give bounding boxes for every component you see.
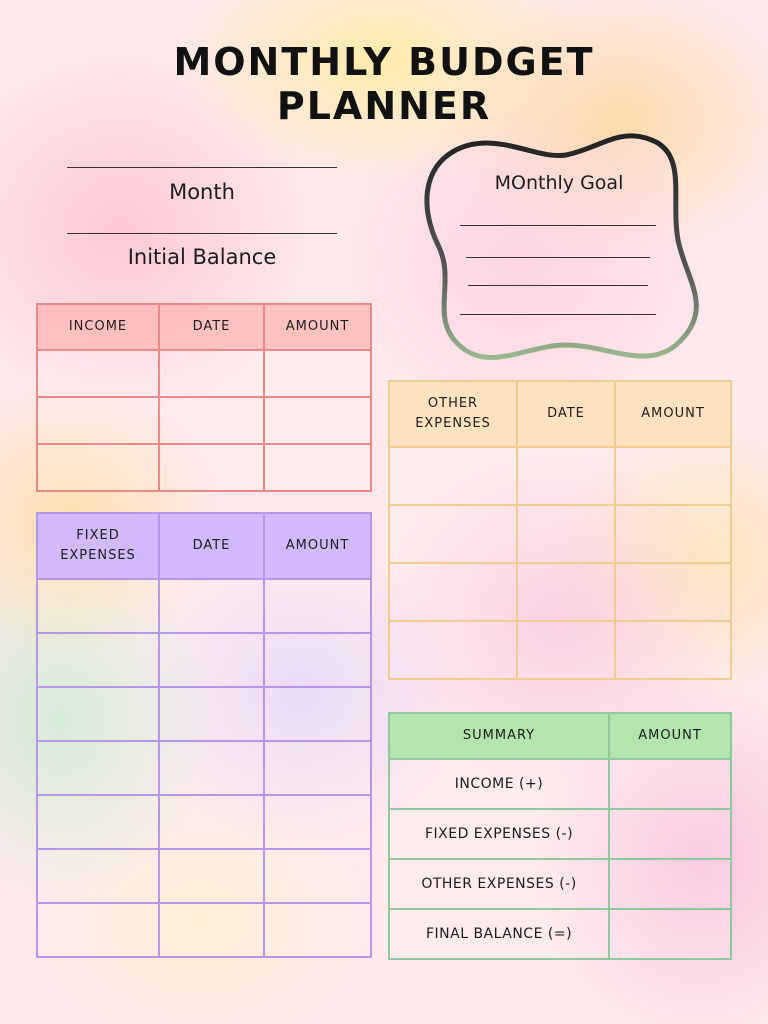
page-title (0, 40, 768, 128)
expense-cell[interactable] (389, 447, 517, 505)
date-cell[interactable] (159, 633, 264, 687)
date-cell[interactable] (159, 903, 264, 957)
summary-table (388, 712, 732, 960)
expense-cell[interactable] (389, 621, 517, 679)
monthly-goal-box (416, 130, 706, 370)
expense-cell[interactable] (37, 903, 159, 957)
other-header-line-2: EXPENSES (415, 416, 491, 431)
table-row (37, 741, 371, 795)
title-line-1: MONTHLY BUDGET (173, 40, 595, 84)
date-cell[interactable] (159, 350, 264, 397)
table-row (389, 505, 731, 563)
table-row (389, 859, 731, 909)
amount-cell[interactable] (264, 350, 371, 397)
goal-blob-shape (416, 130, 706, 370)
table-row (37, 397, 371, 444)
table-row (389, 563, 731, 621)
month-line[interactable] (67, 167, 337, 168)
expense-cell[interactable] (37, 687, 159, 741)
summary-final-label: FINAL BALANCE (=) (389, 909, 609, 959)
goal-line-2[interactable] (466, 257, 650, 258)
expense-cell[interactable] (37, 795, 159, 849)
fixed-date-header: DATE (159, 513, 264, 579)
fixed-header-line-1: FIXED (76, 528, 120, 543)
date-cell[interactable] (517, 563, 615, 621)
amount-cell[interactable] (609, 909, 731, 959)
amount-cell[interactable] (615, 621, 731, 679)
other-header-line-1: OTHER (427, 396, 479, 411)
table-row (37, 579, 371, 633)
table-row (37, 444, 371, 491)
amount-cell[interactable] (264, 633, 371, 687)
date-cell[interactable] (159, 579, 264, 633)
summary-header: SUMMARY (389, 713, 609, 759)
table-row (37, 795, 371, 849)
amount-cell[interactable] (609, 759, 731, 809)
fixed-expenses-table (36, 512, 372, 958)
date-cell[interactable] (159, 795, 264, 849)
table-row (389, 621, 731, 679)
date-cell[interactable] (159, 444, 264, 491)
date-cell[interactable] (517, 447, 615, 505)
date-cell[interactable] (159, 849, 264, 903)
date-cell[interactable] (159, 397, 264, 444)
income-table (36, 303, 372, 492)
date-cell[interactable] (517, 621, 615, 679)
date-cell[interactable] (159, 741, 264, 795)
table-row (37, 849, 371, 903)
goal-line-3[interactable] (468, 285, 648, 286)
summary-amount-header: AMOUNT (609, 713, 731, 759)
other-expenses-header (389, 381, 517, 447)
income-cell[interactable] (37, 350, 159, 397)
table-row (37, 903, 371, 957)
amount-cell[interactable] (264, 741, 371, 795)
expense-cell[interactable] (389, 505, 517, 563)
date-cell[interactable] (159, 687, 264, 741)
amount-cell[interactable] (264, 795, 371, 849)
expense-cell[interactable] (389, 563, 517, 621)
initial-balance-label: Initial Balance (127, 245, 277, 269)
income-cell[interactable] (37, 444, 159, 491)
month-label: Month (169, 180, 235, 204)
table-row (37, 633, 371, 687)
other-expenses-table (388, 380, 732, 680)
other-date-header: DATE (517, 381, 615, 447)
table-row (37, 350, 371, 397)
fixed-expenses-header (37, 513, 159, 579)
expense-cell[interactable] (37, 849, 159, 903)
amount-cell[interactable] (264, 849, 371, 903)
expense-cell[interactable] (37, 633, 159, 687)
table-row (389, 447, 731, 505)
amount-cell[interactable] (264, 444, 371, 491)
summary-fixed-label: FIXED EXPENSES (-) (389, 809, 609, 859)
title-line-2: PLANNER (276, 84, 492, 128)
amount-cell[interactable] (609, 809, 731, 859)
monthly-goal-label: MOnthly Goal (494, 172, 624, 194)
table-row (37, 687, 371, 741)
amount-cell[interactable] (264, 687, 371, 741)
amount-cell[interactable] (615, 447, 731, 505)
table-row (389, 909, 731, 959)
fixed-header-line-2: EXPENSES (60, 548, 136, 563)
table-row (389, 759, 731, 809)
amount-cell[interactable] (264, 397, 371, 444)
other-amount-header: AMOUNT (615, 381, 731, 447)
fixed-amount-header: AMOUNT (264, 513, 371, 579)
summary-income-label: INCOME (+) (389, 759, 609, 809)
summary-other-label: OTHER EXPENSES (-) (389, 859, 609, 909)
income-amount-header: AMOUNT (264, 304, 371, 350)
date-cell[interactable] (517, 505, 615, 563)
amount-cell[interactable] (264, 903, 371, 957)
amount-cell[interactable] (609, 859, 731, 909)
income-header: INCOME (37, 304, 159, 350)
amount-cell[interactable] (615, 563, 731, 621)
expense-cell[interactable] (37, 579, 159, 633)
income-cell[interactable] (37, 397, 159, 444)
goal-line-4[interactable] (460, 314, 656, 315)
amount-cell[interactable] (264, 579, 371, 633)
goal-line-1[interactable] (460, 225, 656, 226)
expense-cell[interactable] (37, 741, 159, 795)
initial-balance-line[interactable] (67, 233, 337, 234)
amount-cell[interactable] (615, 505, 731, 563)
income-date-header: DATE (159, 304, 264, 350)
table-row (389, 809, 731, 859)
